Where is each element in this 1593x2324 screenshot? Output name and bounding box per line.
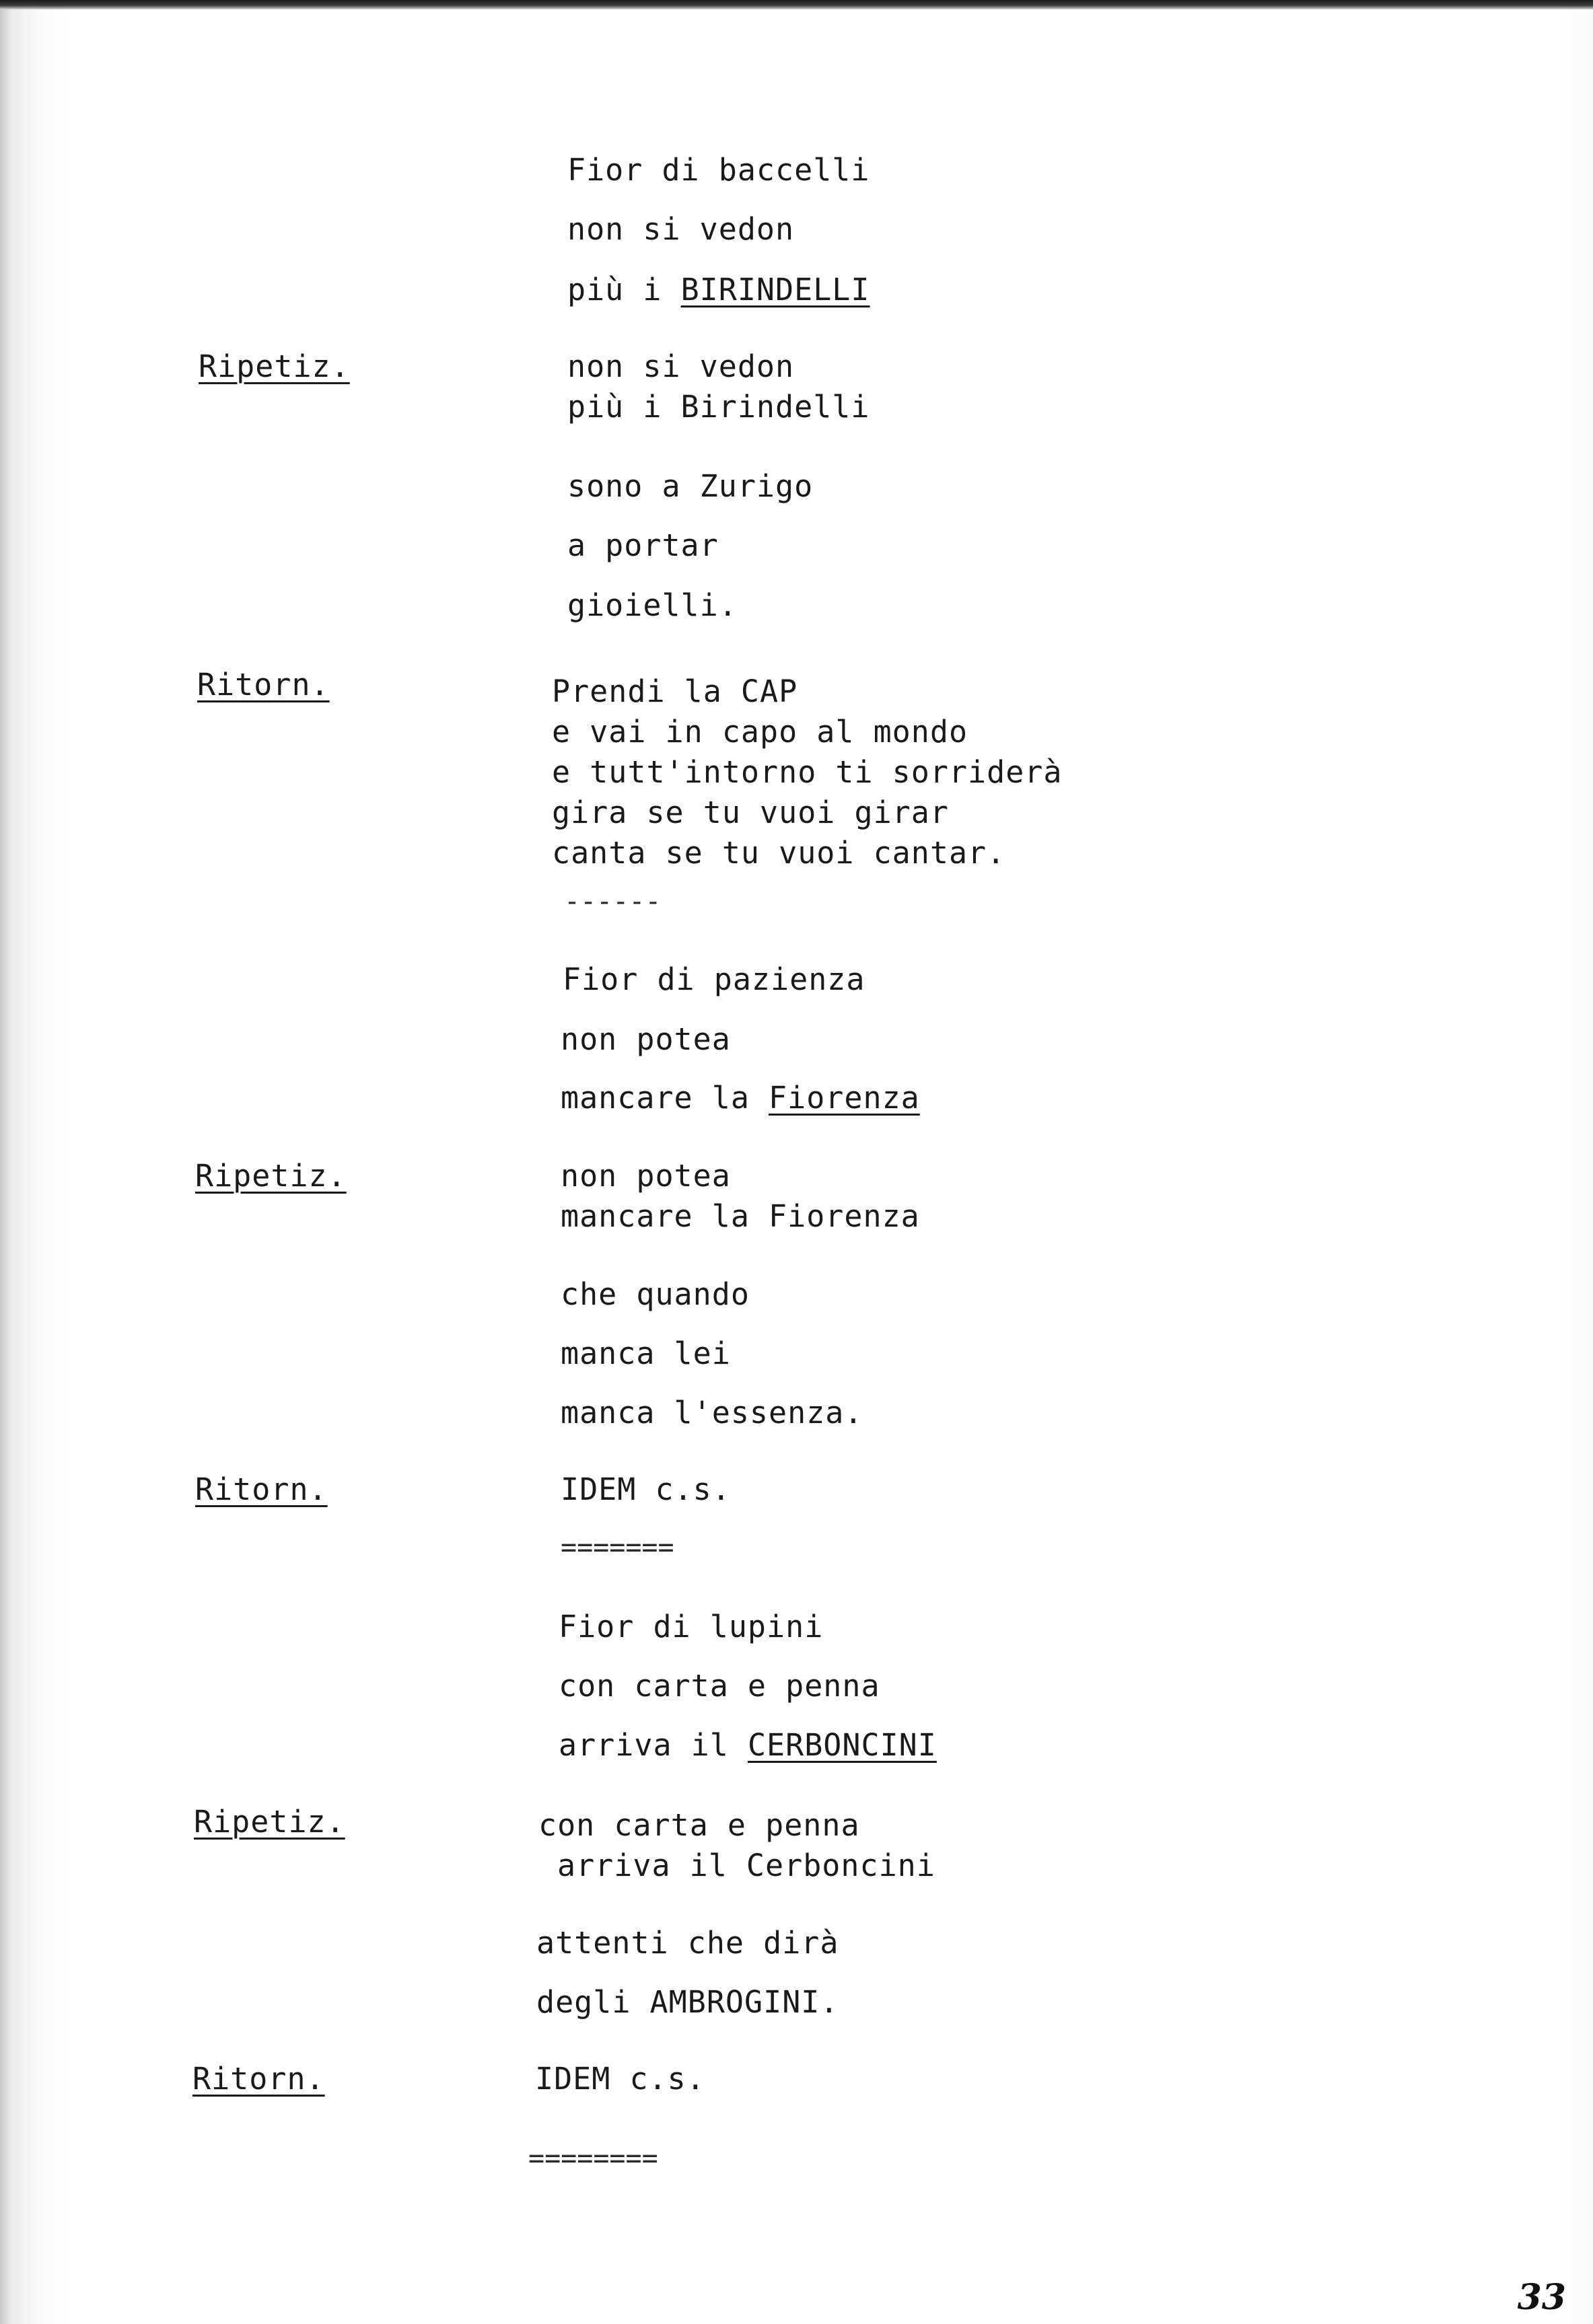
verse-line: con carta e penna bbox=[559, 1668, 880, 1704]
verse-line: Fior di lupini bbox=[559, 1609, 824, 1644]
separator: ------ bbox=[564, 886, 662, 917]
verse-line bbox=[559, 1727, 937, 1764]
verse-line bbox=[561, 1079, 920, 1117]
refrain-line: e tutt'intorno ti sorriderà bbox=[552, 754, 1063, 790]
refrain-label: Ritorn. bbox=[197, 667, 330, 702]
repeat-line: arriva il Cerboncini bbox=[557, 1848, 935, 1883]
refrain-label: Ritorn. bbox=[192, 2061, 325, 2097]
separator: ======== bbox=[528, 2143, 658, 2174]
tail-line: gioielli. bbox=[567, 587, 738, 623]
separator: ======= bbox=[561, 1532, 674, 1563]
tail-line: a portar bbox=[567, 528, 719, 563]
verse-line: non si vedon bbox=[567, 211, 795, 247]
underlined-name: Fiorenza bbox=[769, 1080, 920, 1116]
tail-line: che quando bbox=[561, 1276, 750, 1312]
scan-top-edge bbox=[0, 0, 1593, 9]
underlined-name: BIRINDELLI bbox=[680, 272, 870, 307]
repeat-label: Ripetiz. bbox=[199, 349, 350, 384]
repeat-line: mancare la Fiorenza bbox=[561, 1198, 920, 1234]
repeat-line: più i Birindelli bbox=[567, 389, 870, 425]
refrain-reference: IDEM c.s. bbox=[535, 2061, 705, 2097]
refrain-reference: IDEM c.s. bbox=[561, 1472, 731, 1507]
underlined-name: CERBONCINI bbox=[747, 1727, 937, 1763]
repeat-line: non potea bbox=[561, 1158, 731, 1194]
tail-line: degli AMBROGINI. bbox=[536, 1984, 839, 2020]
verse-plain: arriva il bbox=[559, 1727, 748, 1763]
tail-line: manca l'essenza. bbox=[561, 1395, 863, 1430]
tail-line: attenti che dirà bbox=[536, 1925, 839, 1961]
verse-line: Fior di baccelli bbox=[567, 152, 870, 188]
repeat-line: non si vedon bbox=[567, 349, 795, 384]
tail-line: manca lei bbox=[561, 1336, 731, 1371]
refrain-line: e vai in capo al mondo bbox=[552, 714, 968, 750]
refrain-line: gira se tu vuoi girar bbox=[552, 795, 949, 830]
refrain-line: Prendi la CAP bbox=[552, 674, 798, 709]
verse-plain: più i bbox=[567, 272, 681, 307]
repeat-line: con carta e penna bbox=[538, 1807, 860, 1843]
verse-line: Fior di pazienza bbox=[563, 961, 865, 997]
repeat-label: Ripetiz. bbox=[195, 1158, 347, 1194]
repeat-label: Ripetiz. bbox=[194, 1804, 345, 1840]
verse-line bbox=[567, 271, 870, 309]
verse-plain: mancare la bbox=[561, 1080, 769, 1116]
tail-line: sono a Zurigo bbox=[567, 468, 814, 504]
page-number: 33 bbox=[1517, 2277, 1566, 2318]
verse-line: non potea bbox=[561, 1021, 731, 1057]
refrain-label: Ritorn. bbox=[195, 1472, 328, 1507]
refrain-line: canta se tu vuoi cantar. bbox=[552, 835, 1006, 871]
